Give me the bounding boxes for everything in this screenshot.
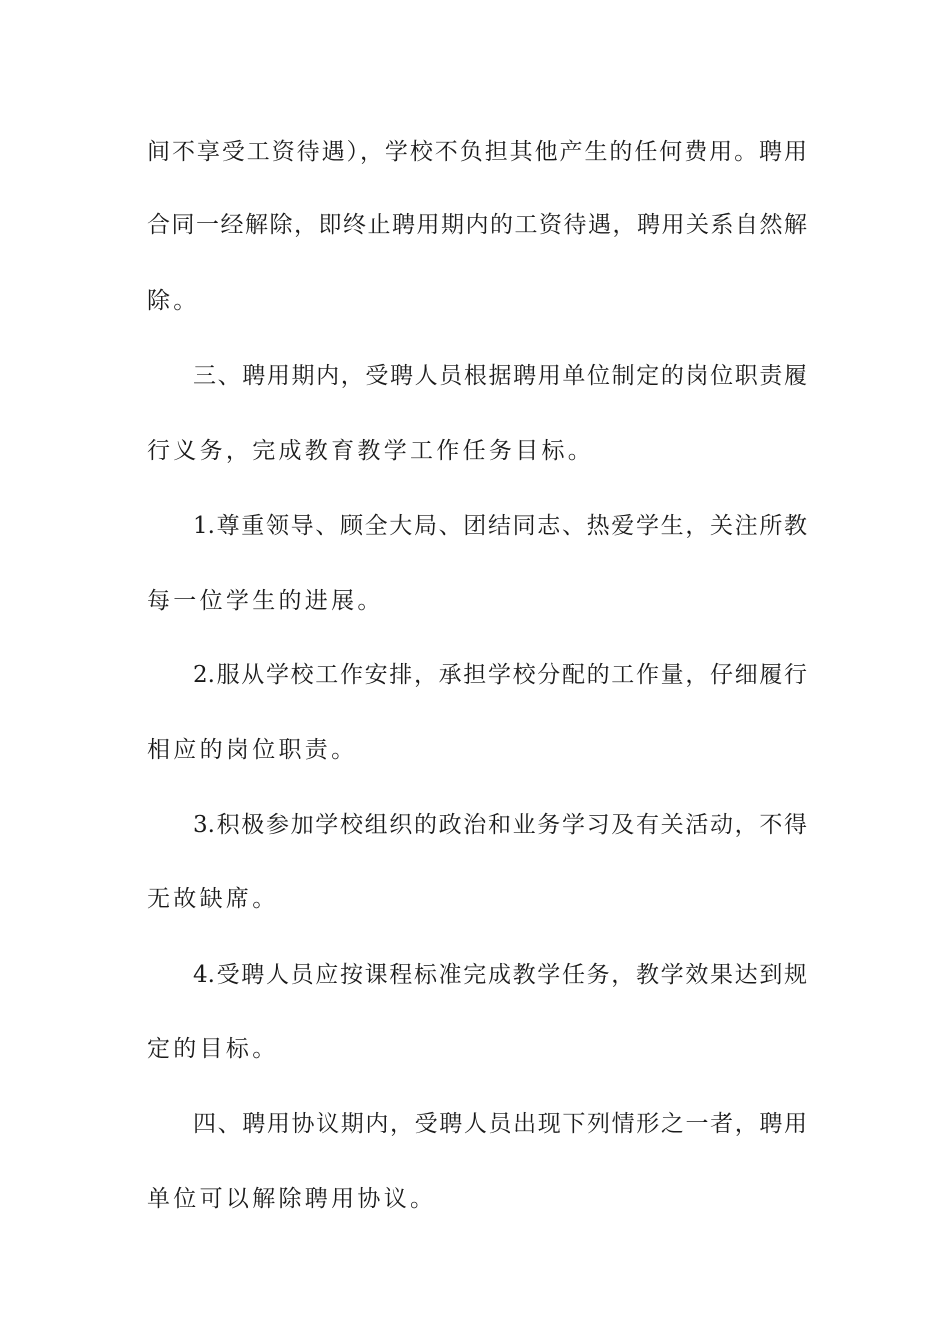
list-item-4: 4.受聘人员应按课程标准完成教学任务，教学效果达到规 — [193, 962, 807, 988]
text-line: 定的目标。 — [147, 1036, 279, 1062]
text-line: 除。 — [147, 288, 200, 314]
list-item-3: 3.积极参加学校组织的政治和业务学习及有关活动，不得 — [193, 812, 807, 838]
text-line: 合同一经解除，即终止聘用期内的工资待遇，聘用关系自然解 — [147, 212, 807, 238]
text-line: 单位可以解除聘用协议。 — [147, 1186, 437, 1212]
list-item-1: 1.尊重领导、顾全大局、团结同志、热爱学生，关注所教 — [193, 513, 807, 539]
paragraph-heading-3: 三、聘用期内，受聘人员根据聘用单位制定的岗位职责履 — [193, 363, 807, 389]
list-item-2: 2.服从学校工作安排，承担学校分配的工作量，仔细履行 — [193, 662, 807, 688]
text-line: 相应的岗位职责。 — [147, 737, 358, 763]
text-line: 每一位学生的进展。 — [147, 588, 384, 614]
text-line: 无故缺席。 — [147, 886, 279, 912]
paragraph-heading-4: 四、聘用协议期内，受聘人员出现下列情形之一者，聘用 — [193, 1111, 807, 1137]
text-line: 行义务，完成教育教学工作任务目标。 — [147, 438, 595, 464]
text-line: 间不享受工资待遇），学校不负担其他产生的任何费用。聘用 — [147, 139, 807, 165]
